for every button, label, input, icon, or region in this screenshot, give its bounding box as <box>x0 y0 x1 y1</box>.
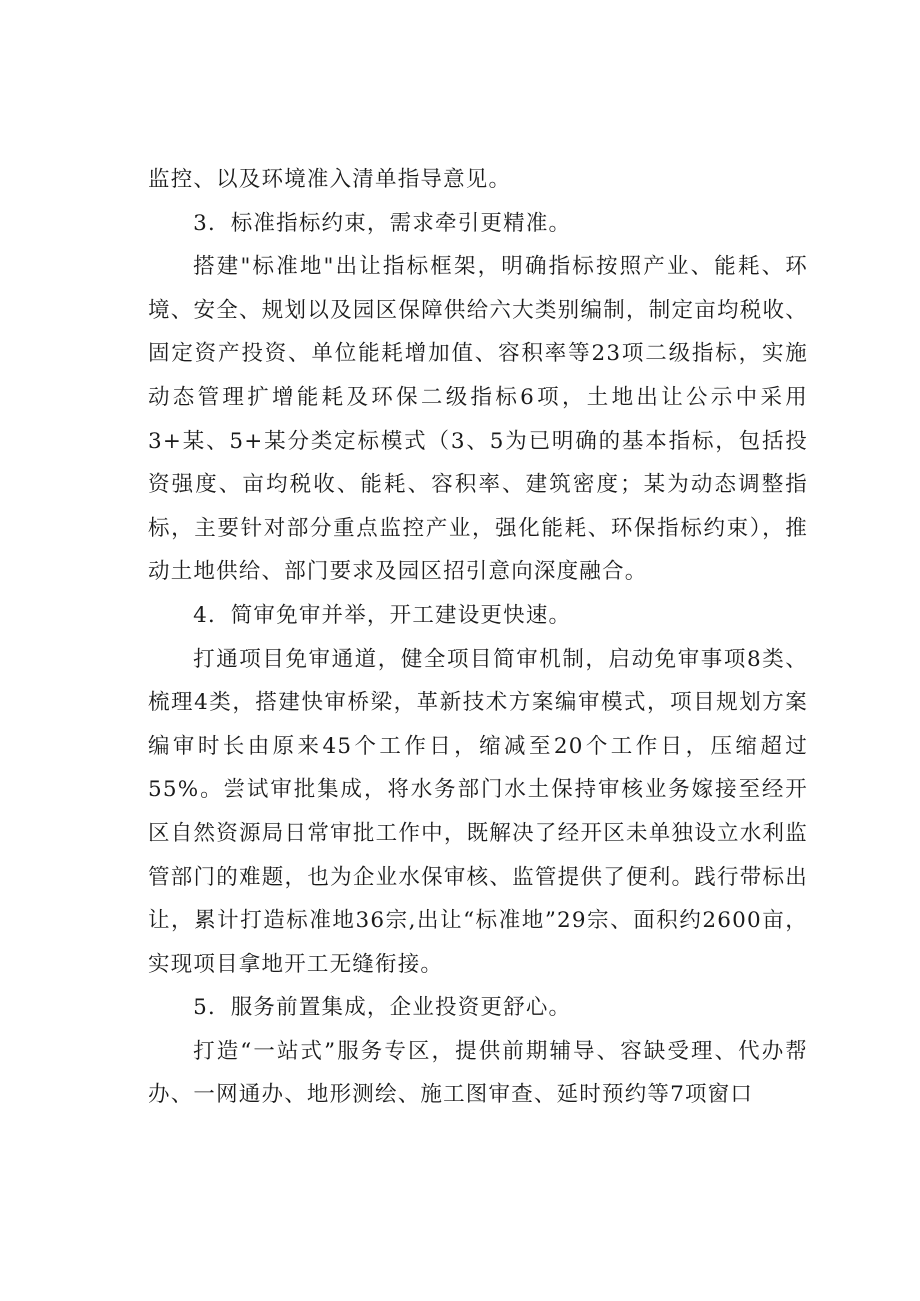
section-heading-4: 4．简审免审并举，开工建设更快速。 <box>193 602 572 628</box>
section-heading-5: 5．服务前置集成，企业投资更舒心。 <box>193 995 572 1021</box>
section-heading-3: 3．标准指标约束，需求牵引更精准。 <box>193 210 572 236</box>
paragraph-simplified-review: 打通项目免审通道，健全项目简审机制，启动免审事项8类、梳理4类，搭建快审桥梁，革新技术方案编审模式，项目规划方案编审时长由原来45个工作日，缩减至20个工作日，压缩超过55%。尝试审批集成，将水务部门水土保持审核业务嫁接至经开区自然资源局日常审批工作中，既解决了经开区未单独设立水利监管部门的难题，也为企业水保审核、监管提供了便利。践行带标出让，累计打造标准地36宗,出让“标准地”29宗、面积约2600亩，实现项目拿地开工无缝衔接。 <box>148 646 808 977</box>
paragraph-continuation: 监控、以及环境准入清单指导意见。 <box>148 167 512 192</box>
paragraph-service-integration: 打造“一站式”服务专区，提供前期辅导、容缺受理、代办帮办、一网通办、地形测绘、施工图审查、延时预约等7项窗口 <box>148 1038 808 1108</box>
paragraph-standard-indicators: 搭建"标准地"出让指标框架，明确指标按照产业、能耗、环境、安全、规划以及园区保障供给六大类别编制，制定亩均税收、固定资产投资、单位能耗增加值、容积率等23项二级指标，实施动态管理扩增能耗及环保二级指标6项，土地出让公示中采用3+某、5+某分类定标模式（3、5为已明确的基本指标，包括投资强度、亩均税收、能耗、容积率、建筑密度；某为动态调整指标，主要针对部分重点监控产业，强化能耗、环保指标约束），推动土地供给、部门要求及园区招引意向深度融合。 <box>148 254 808 585</box>
document-body <box>148 158 808 1117</box>
